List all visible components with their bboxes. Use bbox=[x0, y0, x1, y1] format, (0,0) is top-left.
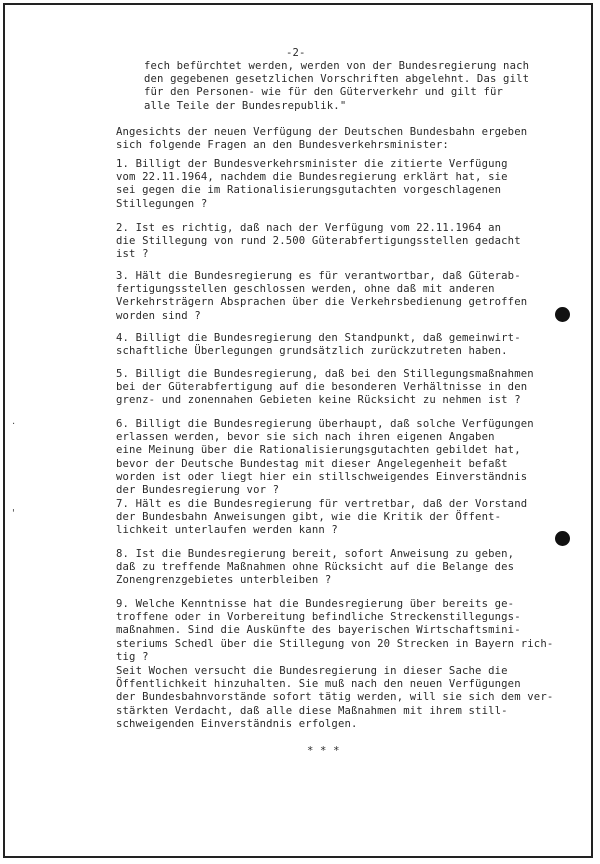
question-line: worden sind ? bbox=[116, 309, 201, 322]
question-line: tig ? bbox=[116, 650, 149, 663]
question-line: worden ist oder liegt hier ein stillschweigendes Einverständnis bbox=[116, 470, 528, 483]
page-number: -2- bbox=[286, 47, 306, 59]
closing-line: Öffentlichkeit hinzuhalten. Sie muß nach den neuen Verfügungen bbox=[116, 678, 521, 691]
question-line: bevor der Deutsche Bundestag mit dieser Angelegenheit befaßt bbox=[116, 457, 508, 470]
question-line: 9. Welche Kenntnisse hat die Bundesregierung über bereits ge- bbox=[116, 598, 515, 610]
question-line: Stillegungen ? bbox=[116, 197, 208, 210]
intro-line: fech befürchtet werden, werden von der Bundesregierung nach bbox=[144, 60, 530, 72]
question-line: Verkehrsträgern Absprachen über die Verkehrsbedienung getroffen bbox=[116, 296, 528, 309]
question-line: maßnahmen. Sind die Auskünfte des bayerischen Wirtschaftsmini- bbox=[116, 624, 521, 637]
question-line: 3. Hält die Bundesregierung es für verantwortbar, daß Güterab- bbox=[116, 270, 521, 282]
intro-line: alle Teile der Bundesrepublik." bbox=[144, 99, 347, 112]
closing-line: stärkten Verdacht, daß alle diese Maßnahmen mit ihrem still- bbox=[116, 704, 508, 717]
question-line: schaftliche Überlegungen grundsätzlich zurückzutreten haben. bbox=[116, 345, 508, 358]
intro-line: den gegebenen gesetzlichen Vorschriften abgelehnt. Das gilt bbox=[144, 73, 530, 86]
question-line: erlassen werden, bevor sie sich nach ihren eigenen Angaben bbox=[116, 431, 495, 444]
question-line: steriums Schedl über die Stillegung von 20 Strecken in Bayern rich- bbox=[116, 637, 554, 650]
punch-hole-top bbox=[555, 307, 570, 322]
margin-mark: ' bbox=[12, 508, 15, 519]
question-line: 5. Billigt die Bundesregierung, daß bei den Stillegungsmaßnahmen bbox=[116, 368, 534, 380]
question-line: ist ? bbox=[116, 248, 149, 261]
question-line: bei der Güterabfertigung auf die besonderen Verhältnisse in den bbox=[116, 381, 528, 394]
question-line: lichkeit unterlaufen werden kann ? bbox=[116, 524, 338, 537]
question-line: die Stillegung von rund 2.500 Güterabfertigungsstellen gedacht bbox=[116, 235, 521, 248]
punch-hole-bottom bbox=[555, 531, 570, 546]
question-line: 2. Ist es richtig, daß nach der Verfügung vom 22.11.1964 an bbox=[116, 222, 502, 234]
question-line: der Bundesregierung vor ? bbox=[116, 484, 280, 496]
closing-line: Seit Wochen versucht die Bundesregierung in dieser Sache die bbox=[116, 665, 508, 677]
question-line: daß zu treffende Maßnahmen ohne Rücksicht auf die Belange des bbox=[116, 561, 515, 574]
closing-line: schweigenden Einverständnis erfolgen. bbox=[116, 717, 358, 730]
lead-line: Angesichts der neuen Verfügung der Deutschen Bundesbahn ergeben bbox=[116, 126, 528, 138]
question-line: 4. Billigt die Bundesregierung den Standpunkt, daß gemeinwirt- bbox=[116, 332, 521, 344]
margin-mark: . bbox=[12, 416, 16, 427]
question-line: 6. Billigt die Bundesregierung überhaupt, daß solche Verfügungen bbox=[116, 418, 534, 430]
question-line: fertigungsstellen geschlossen werden, ohne daß mit anderen bbox=[116, 283, 495, 296]
question-line: vom 22.11.1964, nachdem die Bundesregierung erklärt hat, sie bbox=[116, 171, 508, 184]
intro-line: für den Personen- wie für den Güterverkehr und gilt für bbox=[144, 86, 504, 99]
question-line: der Bundesbahn Anweisungen gibt, wie die Kritik der Öffent- bbox=[116, 511, 502, 524]
question-line: eine Meinung über die Rationalisierungsgutachten gebildet hat, bbox=[116, 444, 521, 457]
closing-line: der Bundesbahnvorstände sofort tätig werden, will sie sich dem ver- bbox=[116, 691, 554, 704]
question-line: grenz- und zonennahen Gebieten keine Rücksicht zu nehmen ist ? bbox=[116, 394, 521, 407]
end-mark: * * * bbox=[307, 745, 340, 757]
question-line: 8. Ist die Bundesregierung bereit, sofort Anweisung zu geben, bbox=[116, 548, 515, 560]
question-line: 7. Hält es die Bundesregierung für vertretbar, daß der Vorstand bbox=[116, 498, 528, 510]
question-line: 1. Billigt der Bundesverkehrsminister die zitierte Verfügung bbox=[116, 158, 508, 170]
lead-line: sich folgende Fragen an den Bundesverkehrsminister: bbox=[116, 139, 449, 152]
question-line: sei gegen die im Rationalisierungsgutachten vorgeschlagenen bbox=[116, 184, 502, 197]
question-line: troffene oder in Vorbereitung befindliche Streckenstillegungs- bbox=[116, 611, 521, 624]
question-line: Zonengrenzgebietes unterbleiben ? bbox=[116, 574, 332, 587]
